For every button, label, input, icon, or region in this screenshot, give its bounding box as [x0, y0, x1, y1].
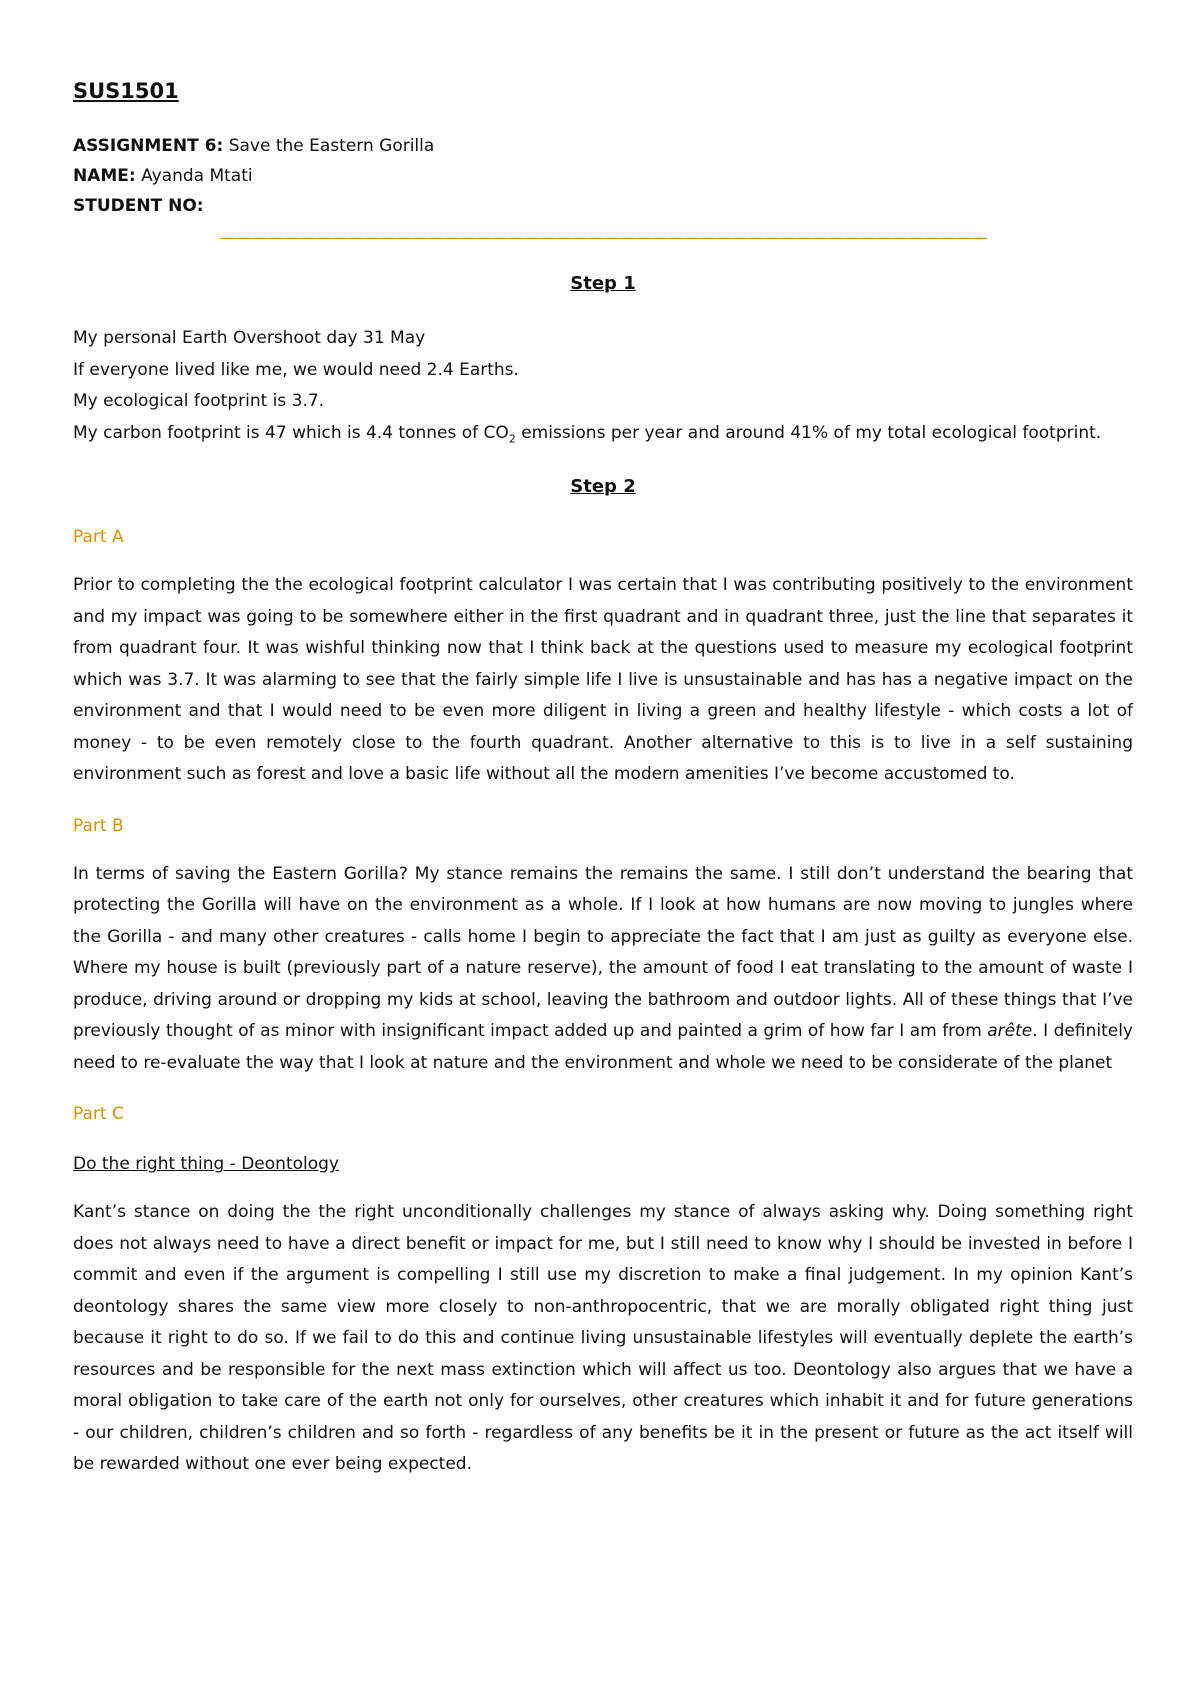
course-code: SUS1501 [73, 79, 179, 103]
assignment-label: ASSIGNMENT 6: [73, 136, 224, 156]
assignment-line [73, 131, 1133, 161]
name-line [73, 161, 1133, 191]
assignment-value: Save the Eastern Gorilla [223, 136, 435, 156]
ecological-footprint-line: My ecological footprint is 3.7. [73, 391, 325, 411]
overshoot-day-line: My personal Earth Overshoot day 31 May [73, 328, 426, 348]
student-no-line [73, 191, 1133, 221]
carbon-text-start: My carbon footprint is 47 which is 4.4 tonnes of CO [73, 422, 509, 443]
part-b-text-end: . I definitely need to re-evaluate the way that I look at nature and the environment and whole we need to be considerate of the planet [73, 1021, 1133, 1073]
step1-results [73, 323, 1133, 454]
arete-word: arête [987, 1021, 1033, 1042]
name-value: Ayanda Mtati [135, 166, 253, 186]
part-c-paragraph: Kant’s stance on doing the the right unconditionally challenges my stance of always asking why. Doing something right does not always need to have a direct benefit or impact for me, but I still need to know why I should be invested in before I commit and even if the argument is compelling I still use my discretion to make a final judgement. In my opinion Kant’s deontology shares the same view more closely to non-anthropocentric, that we are morally obligated right thing just because it right to do so. If we fail to do this and continue living unsustainable lifestyles will eventually deplete the earth’s resources and be responsible for the next mass extinction which will affect us too. Deontology also argues that we have a moral obligation to take care of the earth not only for ourselves, other creatures which inhabit it and for future generations - our children, children’s children and so forth - regardless of any benefits be it in the present or future as the act itself will be rewarded without one ever being expected. [73, 1202, 1133, 1475]
assignment-meta [73, 131, 1133, 221]
carbon-text-end: emissions per year and around 41% of my total ecological footprint. [515, 422, 1102, 443]
part-b-label: Part B [73, 815, 124, 836]
part-a-label: Part A [73, 527, 124, 548]
part-c-label: Part C [73, 1104, 124, 1125]
part-b-text-start: In terms of saving the Eastern Gorilla? My stance remains the remains the same. I still don’t understand the bearing that protecting the Gorilla will have on the environment as a whole. If I look at how humans are now moving to jungles where the Gorilla - and many other creatures - calls home I begin to appreciate the fact that I am just as guilty as everyone else. Where my house is built (previously part of a nature reserve), the amount of food I eat translating to the amount of waste I produce, driving around or dropping my kids at school, leaving the bathroom and outdoor lights. All of these things that I’ve previously thought of as minor with insignificant impact added up and painted a grim of how far I am from [73, 863, 1133, 1042]
carbon-footprint-line [73, 418, 1133, 455]
name-label: NAME: [73, 166, 136, 186]
document-page [73, 70, 1133, 1481]
deontology-subheading: Do the right thing - Deontology [73, 1154, 339, 1175]
student-no-label: STUDENT NO: [73, 196, 204, 216]
step2-heading: Step 2 [570, 476, 636, 498]
co2-subscript: 2 [508, 431, 516, 445]
part-a-paragraph: Prior to completing the the ecological footprint calculator I was certain that I was contributing positively to the environment and my impact was going to be somewhere either in the first quadrant and in quadrant three, just the line that separates it from quadrant four. It was wishful thinking now that I think back at the questions used to measure my ecological footprint which was 3.7. It was alarming to see that the fairly simple life I live is unsustainable and has has a negative impact on the environment and that I would need to be even more diligent in living a green and healthy lifestyle - which costs a lot of money - to be even remotely close to the fourth quadrant. Another alternative to this is to live in a self sustaining environment such as forest and love a basic life without all the modern amenities I’ve become accustomed to. [73, 575, 1133, 785]
part-b-paragraph [73, 859, 1133, 1080]
separator-line: ———————————————————————————————————————————————— [219, 228, 987, 248]
step1-heading: Step 1 [570, 273, 636, 294]
earths-needed-line: If everyone lived like me, we would need 2.4 Earths. [73, 359, 519, 380]
